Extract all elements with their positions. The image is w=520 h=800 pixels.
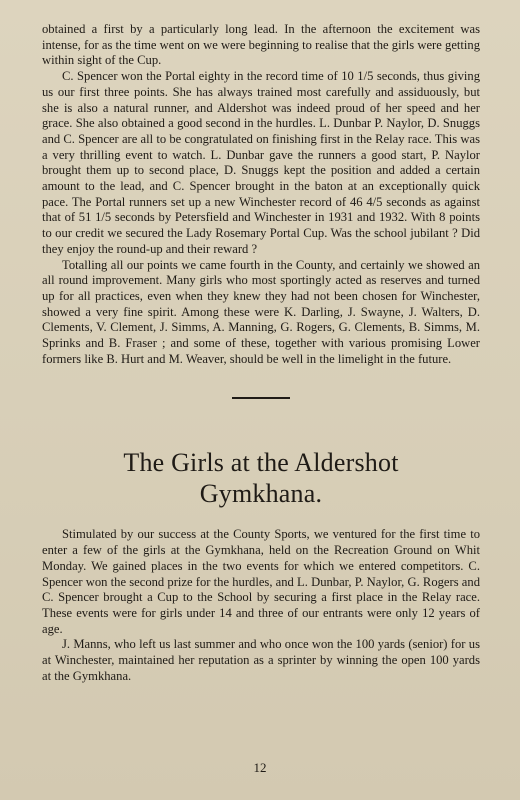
gymkhana-heading [42, 447, 480, 509]
report-paragraph-2: C. Spencer won the Portal eighty in the record time of 10 1/5 seconds, thus giving us our first three points. She has always trained most carefully and assiduously, but she is also a natural runner, and Aldershot was indeed proud of her speed and her grace. She also obtained a good second in the hurdles. L. Dunbar P. Naylor, D. Snuggs and C. Spencer are all to be congratulated on finishing first in the Relay race. This was a very thrilling event to watch. L. Dunbar gave the runners a good start, P. Naylor brought them up to second place, D. Snuggs kept the position and added a certain amount to the lead, and C. Spencer brought in the baton at an exceptionally quick pace. The Portal runners set up a new Winchester record of 46 4/5 seconds as against that of 51 1/5 seconds by Petersfield and Winchester in 1931 and 1932. With 8 points to our credit we secured the Lady Rosemary Portal Cup. Was the school jubilant ? Did they enjoy the round-up and their reward ? [42, 69, 480, 256]
section-divider [232, 397, 290, 399]
sports-report-section [42, 22, 480, 367]
report-paragraph-3: Totalling all our points we came fourth in the County, and certainly we showed an all round improvement. Many girls who most sportingly acted as reserves and turned up for all practices, even when they knew they had not been chosen for Winchester, showed a very fine spirit. Among these were K. Darling, J. Swayne, J. Walters, D. Clements, V. Clement, J. Simms, A. Manning, G. Rogers, G. Clements, B. Simms, M. Sprinks and B. Fraser ; and some of these, together with various promising Lower formers like B. Hurt and M. Weaver, should be well in the limelight in the future. [42, 257, 480, 366]
gymkhana-heading-line-1: The Girls at the Aldershot [123, 448, 399, 478]
gymkhana-paragraph-1: Stimulated by our success at the County Sports, we ventured for the first time to enter a few of the girls at the Gymkhana, held on the Recreation Ground on Whit Monday. We gained places in the two events for which we entered competitors. C. Spencer won the second prize for the hurdles, and L. Dunbar, P. Naylor, G. Rogers and C. Spencer brought a Cup to the School by securing a first place in the Relay race. These events were for girls under 14 and three of our entrants were only 12 years of age. [42, 527, 480, 636]
gymkhana-paragraph-2: J. Manns, who left us last summer and who once won the 100 yards (senior) for us at Winchester, maintained her reputation as a sprinter by winning the open 100 yards at the Gymkhana. [42, 637, 480, 683]
page-number: 12 [253, 760, 267, 775]
report-paragraph-1: obtained a first by a particularly long lead. In the afternoon the excitement was intense, for as the time went on we were beginning to realise that the girls were getting within sight of the Cup. [42, 22, 480, 68]
gymkhana-section [42, 447, 480, 684]
gymkhana-heading-line-2: Gymkhana. [199, 479, 323, 509]
